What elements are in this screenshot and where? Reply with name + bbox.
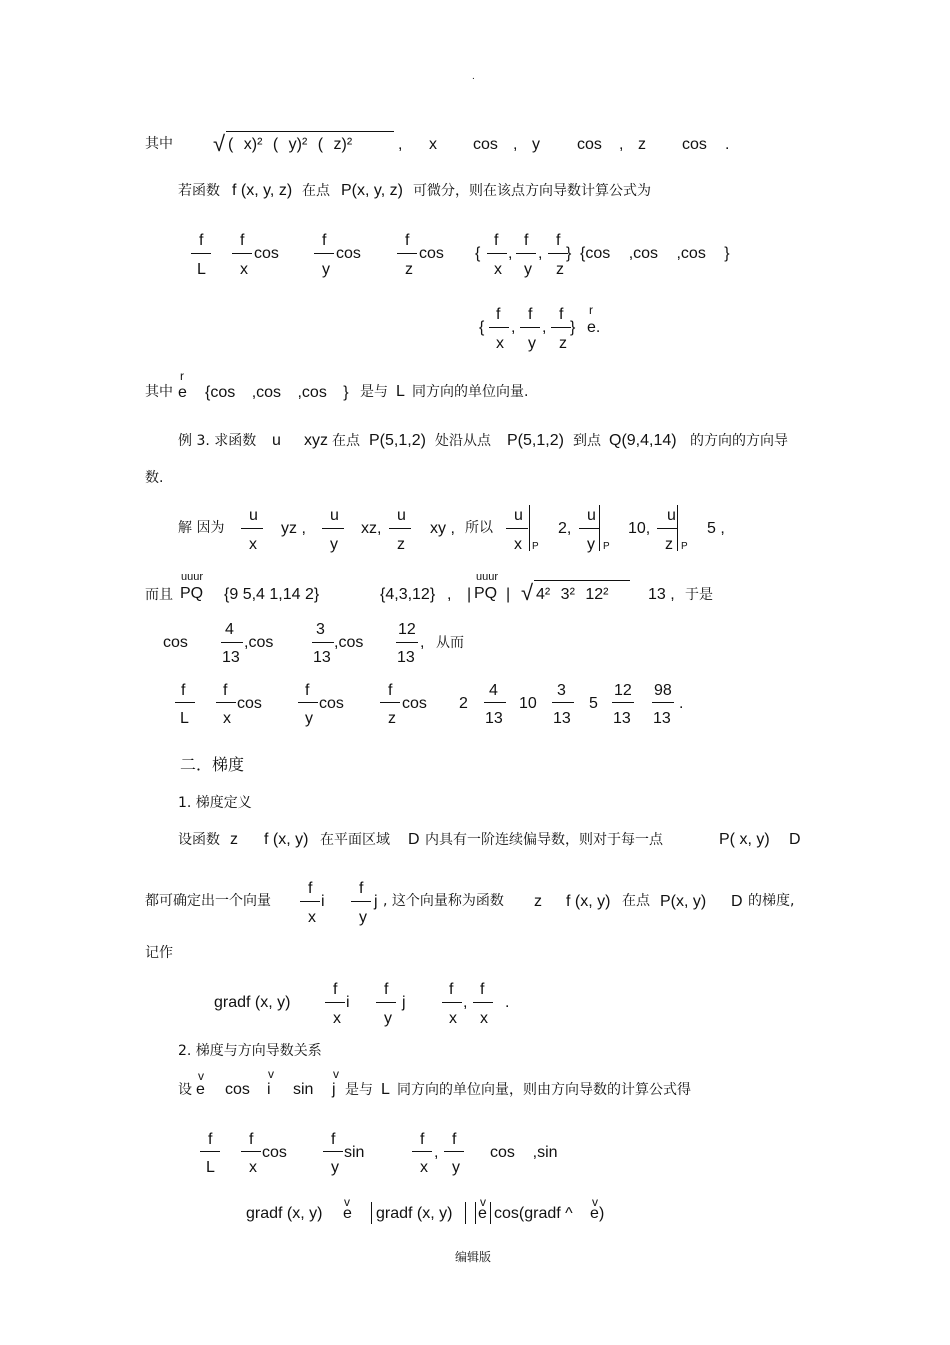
frac-den: x	[223, 710, 231, 727]
text: 在点	[332, 433, 360, 449]
text: 若函数	[178, 183, 220, 199]
direction-cosine-set: {cos ,cos ,cos }	[580, 245, 730, 262]
frac-num: f	[333, 981, 338, 998]
value: 10	[519, 695, 537, 712]
frac-bar	[380, 702, 400, 703]
frac-den: L	[180, 710, 189, 727]
section-heading: 二．梯度	[180, 755, 245, 774]
period: .	[725, 136, 730, 153]
frac-bar	[322, 528, 344, 529]
subscript-P: P	[532, 541, 539, 552]
frac-num: f	[305, 682, 310, 699]
vector-mark: v	[268, 1067, 274, 1081]
text: 同方向的单位向量，则由方向导数的计算公式得	[397, 1082, 691, 1098]
eval-bar	[529, 505, 530, 551]
frac-den: y	[587, 536, 595, 553]
frac-num: f	[524, 232, 529, 249]
text-qizhong: 其中	[145, 136, 173, 152]
comma: ,	[511, 319, 516, 336]
text: 处沿从点	[435, 433, 491, 449]
frac-den: y	[528, 335, 536, 352]
frac-num: f	[199, 232, 204, 249]
unit-vector-e: e	[196, 1081, 205, 1098]
sqrt-sign: √	[521, 580, 534, 605]
frac-num: 4	[225, 621, 234, 638]
text: 可微分，则在该点方向导数计算公式为	[413, 183, 651, 199]
frac-num: f	[556, 232, 561, 249]
frac-bar	[412, 1151, 432, 1152]
frac-den: x	[333, 1010, 341, 1027]
unit-j: j	[374, 893, 378, 910]
frac-bar	[389, 528, 411, 529]
frac-num: f	[496, 306, 501, 323]
frac-bar	[191, 253, 211, 254]
frac-den: x	[420, 1159, 428, 1176]
frac-den: x	[249, 536, 257, 553]
frac-den: z	[556, 261, 564, 278]
unit-vector-e: e.	[587, 319, 601, 336]
vector-mark: v	[480, 1195, 486, 1209]
frac-bar	[484, 702, 506, 703]
frac-bar	[314, 253, 334, 254]
frac-bar	[551, 327, 571, 328]
frac-num: f	[449, 981, 454, 998]
frac-bar	[396, 642, 418, 643]
frac-bar	[232, 253, 252, 254]
subsection-heading: 2. 梯度与方向导数关系	[178, 1043, 322, 1059]
frac-num: f	[331, 1131, 336, 1148]
vector-mark: v	[592, 1195, 598, 1209]
math: f (x, y)	[566, 893, 611, 910]
frac-bar	[489, 327, 509, 328]
frac-den: z	[388, 710, 396, 727]
var-z: z	[638, 136, 646, 153]
frac-num: f	[208, 1131, 213, 1148]
eval-bar	[677, 505, 678, 551]
point-P: P(x, y)	[660, 893, 707, 910]
text: 是与	[345, 1082, 373, 1098]
text: 到点	[573, 433, 601, 449]
math: xyz	[304, 432, 328, 449]
sqrt-content: ( x)² ( y)² ( z)²	[228, 136, 353, 153]
text: 数.	[145, 470, 164, 486]
value: 2,	[558, 520, 572, 537]
vector-PQ: PQ	[474, 585, 498, 602]
frac-bar	[473, 1002, 493, 1003]
frac-den: L	[197, 261, 206, 278]
math-p-xyz: P(x, y, z)	[341, 182, 403, 199]
cos: cos	[419, 245, 444, 262]
value: 2	[459, 695, 468, 712]
frac-num: f	[249, 1131, 254, 1148]
subscript-P: P	[603, 541, 610, 552]
region-D: D	[789, 831, 801, 848]
text: 的方向的方向导	[690, 433, 788, 449]
text: 在平面区域	[320, 832, 390, 848]
period: .	[505, 994, 510, 1011]
text: 而且	[145, 587, 173, 603]
vector-PQ: PQ	[180, 585, 204, 602]
cos: cos	[163, 634, 188, 651]
text: 的梯度,	[748, 893, 795, 909]
frac-num: 4	[489, 682, 498, 699]
frac-den: y	[524, 261, 532, 278]
frac-bar	[552, 702, 574, 703]
comma: ,	[398, 136, 403, 153]
vector-mark: r	[589, 303, 593, 317]
comma: ,	[434, 1144, 439, 1161]
frac-bar	[175, 702, 195, 703]
frac-den: x	[496, 335, 504, 352]
unit-i: i	[321, 893, 325, 910]
var-x: x	[429, 136, 437, 153]
frac-den: 13	[613, 710, 631, 727]
frac-den: z	[559, 335, 567, 352]
frac-num: f	[388, 682, 393, 699]
text: 所以	[465, 520, 493, 536]
frac-den: y	[305, 710, 313, 727]
direction-L: L	[381, 1081, 390, 1098]
vector-mark: r	[180, 369, 184, 383]
frac-den: z	[665, 536, 673, 553]
region-D: D	[408, 831, 420, 848]
vector-components: {9 5,4 1,14 2}	[224, 586, 320, 603]
text: 内具有一阶连续偏导数，则对于每一点	[425, 832, 663, 848]
frac-num: f	[480, 981, 485, 998]
frac-bar	[612, 702, 634, 703]
frac-num: u	[514, 507, 523, 524]
comma: ,	[542, 319, 547, 336]
text: 其中	[145, 384, 173, 400]
frac-num: 3	[557, 682, 566, 699]
subscript-P: P	[681, 541, 688, 552]
frac-bar	[376, 1002, 396, 1003]
frac-num: f	[308, 880, 313, 897]
eval-bar	[599, 505, 600, 551]
cos-angle: cos(gradf ^	[494, 1205, 573, 1222]
frac-den: x	[449, 1010, 457, 1027]
frac-num: f	[420, 1131, 425, 1148]
math: xy ,	[430, 520, 455, 537]
unit-j: j	[332, 1081, 336, 1098]
frac-den: z	[405, 261, 413, 278]
frac-num: 12	[614, 682, 632, 699]
text: 在点	[302, 183, 330, 199]
value: 10,	[628, 520, 651, 537]
text: , 这个向量称为函数	[383, 893, 504, 909]
frac-den: 13	[222, 649, 240, 666]
frac-den: x	[480, 1010, 488, 1027]
frac-num: u	[330, 507, 339, 524]
region-D: D	[731, 893, 743, 910]
cos: cos	[262, 1144, 287, 1161]
abs-bar	[465, 1202, 466, 1224]
math: u	[272, 432, 281, 449]
cos-gamma: cos	[682, 136, 707, 153]
unit-vector-e: e	[478, 1205, 487, 1222]
abs-bar: |	[467, 586, 472, 603]
unit-i: i	[267, 1081, 271, 1098]
frac-bar	[241, 528, 263, 529]
frac-den: y	[452, 1159, 460, 1176]
frac-num: f	[452, 1131, 457, 1148]
frac-num: f	[223, 682, 228, 699]
gradf-abs: gradf (x, y)	[376, 1205, 453, 1222]
sin: sin	[293, 1081, 314, 1098]
footer-label: 编辑版	[455, 1250, 492, 1264]
frac-bar	[487, 253, 507, 254]
frac-den: x	[308, 909, 316, 926]
comma: ,	[508, 245, 513, 262]
frac-num: u	[587, 507, 596, 524]
frac-den: 13	[485, 710, 503, 727]
frac-bar	[652, 702, 674, 703]
sqrt-bar	[226, 131, 394, 132]
gradf-label: gradf (x, y)	[246, 1205, 323, 1222]
frac-num: f	[405, 232, 410, 249]
text: 设函数	[178, 832, 220, 848]
sqrt-sign: √	[213, 131, 226, 156]
example-label: 例 3. 求函数	[178, 433, 257, 449]
unit-vector-e: e	[343, 1205, 352, 1222]
cos: ,cos	[334, 634, 364, 651]
frac-den: x	[249, 1159, 257, 1176]
frac-den: x	[494, 261, 502, 278]
direction-L: L	[396, 383, 405, 400]
vector-arrow: uuur	[181, 571, 204, 583]
brace-left: {	[479, 319, 485, 336]
frac-bar	[298, 702, 318, 703]
text: 设	[178, 1082, 192, 1098]
cos: cos	[319, 695, 344, 712]
frac-bar	[444, 1151, 464, 1152]
cos: cos	[225, 1081, 250, 1098]
comma: ,	[538, 245, 543, 262]
frac-den: y	[322, 261, 330, 278]
unit-j: j	[402, 994, 406, 1011]
period: .	[679, 695, 684, 712]
cos: cos	[237, 695, 262, 712]
text: 记作	[145, 945, 173, 961]
abs-bar: |	[506, 586, 511, 603]
text: 在点	[622, 893, 650, 909]
abs-bar	[490, 1202, 491, 1224]
frac-num: u	[397, 507, 406, 524]
comma: ,	[619, 136, 624, 153]
frac-bar	[506, 528, 528, 529]
math: f (x, y)	[264, 831, 309, 848]
unit-i: i	[346, 994, 350, 1011]
frac-den: x	[240, 261, 248, 278]
direction-cosine-set: {cos ,cos ,cos }	[205, 384, 349, 401]
text: 于是	[685, 587, 713, 603]
value: 5	[589, 695, 598, 712]
brace-right: }	[566, 245, 572, 262]
cos: cos	[254, 245, 279, 262]
unit-vector-e: e	[178, 384, 187, 401]
text: 解 因为	[178, 520, 225, 536]
vector-mark: v	[344, 1195, 350, 1209]
cos: ,cos	[244, 634, 274, 651]
frac-bar	[548, 253, 568, 254]
sqrt-bar	[534, 580, 630, 581]
frac-bar	[200, 1151, 220, 1152]
text: 都可确定出一个向量	[145, 893, 271, 909]
frac-den: y	[359, 909, 367, 926]
frac-den: L	[206, 1159, 215, 1176]
paren: )	[599, 1205, 605, 1222]
frac-num: 98	[654, 682, 672, 699]
text: 从而	[436, 635, 464, 651]
frac-bar	[241, 1151, 261, 1152]
frac-num: f	[559, 306, 564, 323]
frac-num: f	[322, 232, 327, 249]
frac-den: y	[384, 1010, 392, 1027]
var-y: y	[532, 136, 540, 153]
frac-num: 12	[398, 621, 416, 638]
vector-arrow: uuur	[476, 571, 499, 583]
frac-num: u	[667, 507, 676, 524]
frac-bar	[351, 901, 371, 902]
comma: ,	[463, 994, 468, 1011]
frac-den: 13	[653, 710, 671, 727]
frac-bar	[516, 253, 536, 254]
point-P: P(5,1,2)	[369, 432, 426, 449]
abs-bar	[371, 1202, 372, 1224]
frac-bar	[216, 702, 236, 703]
brace-right: }	[570, 319, 576, 336]
frac-num: f	[240, 232, 245, 249]
frac-num: u	[249, 507, 258, 524]
frac-num: 3	[316, 621, 325, 638]
math: z	[230, 831, 238, 848]
vector-value: {4,3,12}	[380, 586, 436, 603]
header-dot: .	[472, 71, 475, 82]
comma: ,	[447, 586, 452, 603]
unit-vector-e: e	[590, 1205, 599, 1222]
frac-bar	[520, 327, 540, 328]
frac-den: 13	[397, 649, 415, 666]
frac-den: x	[514, 536, 522, 553]
gradf-label: gradf (x, y)	[214, 994, 291, 1011]
text: 是与	[360, 384, 388, 400]
point-P: P(5,1,2)	[507, 432, 564, 449]
value: 13 ,	[648, 586, 675, 603]
comma: ,	[513, 136, 518, 153]
frac-den: z	[397, 536, 405, 553]
frac-bar	[579, 528, 599, 529]
direction-vector: cos ,sin	[490, 1144, 558, 1161]
value: 5 ,	[707, 520, 725, 537]
frac-bar	[300, 901, 320, 902]
subsection-heading: 1. 梯度定义	[178, 795, 252, 811]
frac-bar	[221, 642, 243, 643]
text: 同方向的单位向量.	[412, 384, 529, 400]
vector-mark: v	[333, 1067, 339, 1081]
point-P: P( x, y)	[719, 831, 770, 848]
cos: cos	[336, 245, 361, 262]
frac-num: f	[359, 880, 364, 897]
frac-num: f	[528, 306, 533, 323]
frac-den: 13	[313, 649, 331, 666]
sin: sin	[344, 1144, 365, 1161]
math: xz,	[361, 520, 382, 537]
frac-num: f	[384, 981, 389, 998]
frac-bar	[325, 1002, 345, 1003]
math: z	[534, 893, 542, 910]
brace-left: {	[475, 245, 481, 262]
point-Q: Q(9,4,14)	[609, 432, 677, 449]
sqrt-content: 4² 3² 12²	[536, 586, 609, 603]
cos-alpha: cos	[473, 136, 498, 153]
cos: cos	[402, 695, 427, 712]
frac-den: y	[330, 536, 338, 553]
frac-bar	[312, 642, 334, 643]
frac-bar	[442, 1002, 462, 1003]
math: yz ,	[281, 520, 306, 537]
cos-beta: cos	[577, 136, 602, 153]
math-f-xyz: f (x, y, z)	[232, 182, 293, 199]
frac-bar	[323, 1151, 343, 1152]
frac-bar	[657, 528, 677, 529]
abs-bar	[475, 1202, 476, 1224]
frac-den: 13	[553, 710, 571, 727]
comma: ,	[420, 634, 425, 651]
vector-mark: v	[198, 1069, 204, 1083]
frac-bar	[397, 253, 417, 254]
frac-num: f	[181, 682, 186, 699]
frac-den: y	[331, 1159, 339, 1176]
frac-num: f	[494, 232, 499, 249]
